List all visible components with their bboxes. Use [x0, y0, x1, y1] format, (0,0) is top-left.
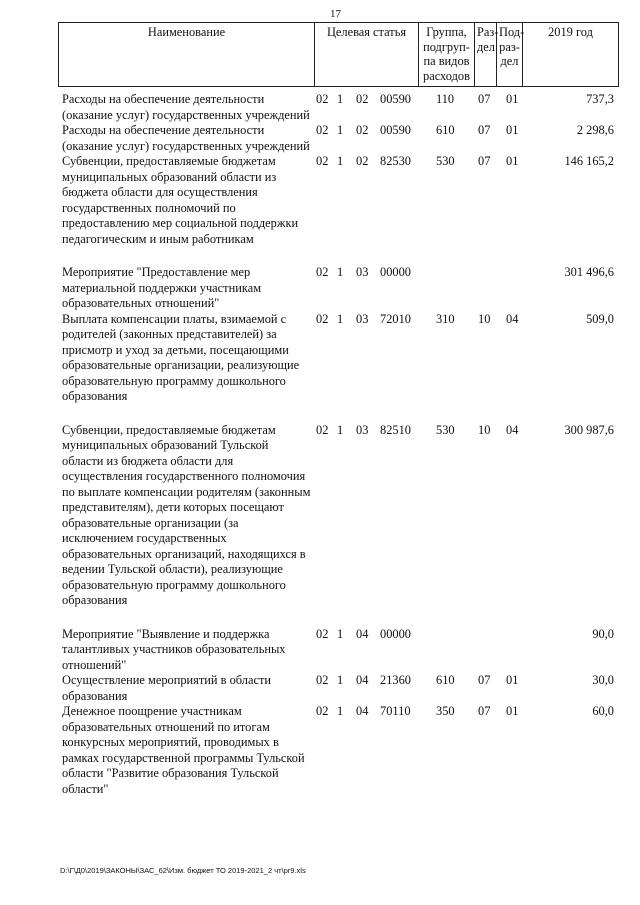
file-path-footer: D:\Г\Д0\2019\ЗАКОНЫ\ЗАС_62\Изм. бюджет ТО 2019-2021_2 чт\pr9.xls: [60, 866, 306, 875]
row-amount: 737,3: [586, 92, 614, 106]
table-row: [58, 423, 618, 609]
row-group: 530: [436, 154, 455, 168]
row-event: 03: [356, 311, 369, 326]
header-subsection: Под- раз- дел: [497, 23, 523, 87]
row-subprogram: 1: [337, 265, 344, 279]
row-subprogram: 1: [337, 154, 344, 168]
row-amount: 60,0: [592, 704, 614, 718]
row-program: 02: [316, 92, 329, 106]
row-direction: 72010: [380, 311, 411, 326]
row-direction: 00000: [380, 626, 411, 641]
row-subprogram: 1: [337, 123, 344, 137]
page-number: 17: [330, 8, 341, 20]
table-row: [58, 312, 618, 405]
row-group: 110: [436, 92, 455, 106]
row-subsection: 01: [506, 154, 519, 168]
row-name: Выплата компенсации платы, взимаемой с родителей (законных представителей) за присмотр и уход за детьми, посещающими образовательные организации, реализующие образовательную программу дошкольного образования: [62, 311, 300, 403]
row-name: Субвенции, предоставляемые бюджетам муниципальных образований области из бюджета области для осуществления государственных полномочий по предоставлению мер социальной поддержки педагогическим и иным работникам: [62, 154, 299, 246]
row-direction: 82530: [380, 154, 411, 168]
row-event: 02: [356, 92, 369, 106]
row-group: 610: [436, 673, 455, 687]
header-section: Раз- дел: [475, 23, 497, 87]
row-subprogram: 1: [337, 626, 344, 641]
row-group: 350: [436, 704, 455, 718]
table-row: [58, 673, 618, 704]
table-row: [58, 627, 618, 674]
row-subsection: 04: [506, 311, 519, 326]
row-amount: 509,0: [586, 311, 614, 326]
header-year: 2019 год: [523, 23, 619, 87]
row-section: 07: [478, 673, 491, 687]
row-amount: 301 496,6: [564, 265, 614, 279]
table-row: [58, 92, 618, 123]
row-program: 02: [316, 704, 329, 718]
table-row: [58, 265, 618, 312]
table-body: [58, 92, 618, 797]
row-event: 02: [356, 154, 369, 168]
row-subsection: 01: [506, 92, 519, 106]
row-subsection: 04: [506, 422, 519, 437]
row-name: Мероприятие "Выявление и поддержка талантливых участников образовательных отношений": [62, 626, 286, 672]
row-group: 310: [436, 311, 455, 326]
row-section: 07: [478, 154, 491, 168]
row-subprogram: 1: [337, 704, 344, 718]
row-amount: 300 987,6: [564, 422, 614, 437]
row-name: Расходы на обеспечение деятельности (оказание услуг) государственных учреждений: [62, 123, 310, 153]
header-target: Целевая статья: [315, 23, 419, 87]
row-group: 610: [436, 123, 455, 137]
row-program: 02: [316, 265, 329, 279]
row-amount: 2 298,6: [576, 123, 614, 137]
row-program: 02: [316, 626, 329, 641]
table-row: [58, 704, 618, 797]
row-program: 02: [316, 422, 329, 437]
row-name: Расходы на обеспечение деятельности (оказание услуг) государственных учреждений: [62, 92, 310, 122]
row-section: 07: [478, 92, 491, 106]
row-subsection: 01: [506, 673, 519, 687]
row-section: 07: [478, 123, 491, 137]
row-direction: 00590: [380, 92, 411, 106]
row-amount: 30,0: [592, 673, 614, 687]
row-name: Субвенции, предоставляемые бюджетам муниципальных образований Тульской области из бюджета области для осуществления государственного полномочия по выплате компенсации родителям (законным представителям), дети которых посещают образовательные организации (за исключением государственных образовательных организаций, находящихся в ведении Тульской области), реализующие образовательную программу дошкольного образования: [62, 422, 311, 607]
row-subprogram: 1: [337, 311, 344, 326]
row-direction: 00590: [380, 123, 411, 137]
row-event: 03: [356, 422, 369, 437]
row-program: 02: [316, 123, 329, 137]
row-program: 02: [316, 154, 329, 168]
row-amount: 146 165,2: [564, 154, 614, 168]
row-section: 10: [478, 311, 491, 326]
row-program: 02: [316, 673, 329, 687]
row-event: 04: [356, 673, 369, 687]
row-event: 03: [356, 265, 369, 279]
row-direction: 70110: [380, 704, 411, 718]
row-name: Мероприятие "Предоставление мер материальной поддержки участникам образовательных отношений": [62, 265, 262, 310]
row-section: 10: [478, 422, 491, 437]
table-row: [58, 123, 618, 154]
row-subsection: 01: [506, 704, 519, 718]
row-name: Осуществление мероприятий в области образования: [62, 673, 272, 703]
row-section: 07: [478, 704, 491, 718]
row-direction: 21360: [380, 673, 411, 687]
row-event: 04: [356, 626, 369, 641]
header-group: Группа, подгруп- па видов расходов: [419, 23, 475, 87]
row-subprogram: 1: [337, 422, 344, 437]
row-name: Денежное поощрение участникам образовательных отношений по итогам конкурсных мероприятий, проводимых в рамках государственной программы Тульской области "Развитие образования Тульской области": [62, 704, 305, 796]
row-event: 02: [356, 123, 369, 137]
row-subprogram: 1: [337, 92, 344, 106]
row-direction: 82510: [380, 422, 411, 437]
row-subprogram: 1: [337, 673, 344, 687]
row-program: 02: [316, 311, 329, 326]
table-row: [58, 154, 618, 247]
row-event: 04: [356, 704, 369, 718]
table-header: [58, 22, 619, 87]
row-direction: 00000: [380, 265, 411, 279]
row-group: 530: [436, 422, 455, 437]
row-subsection: 01: [506, 123, 519, 137]
row-amount: 90,0: [592, 626, 614, 641]
header-name: Наименование: [59, 23, 315, 87]
